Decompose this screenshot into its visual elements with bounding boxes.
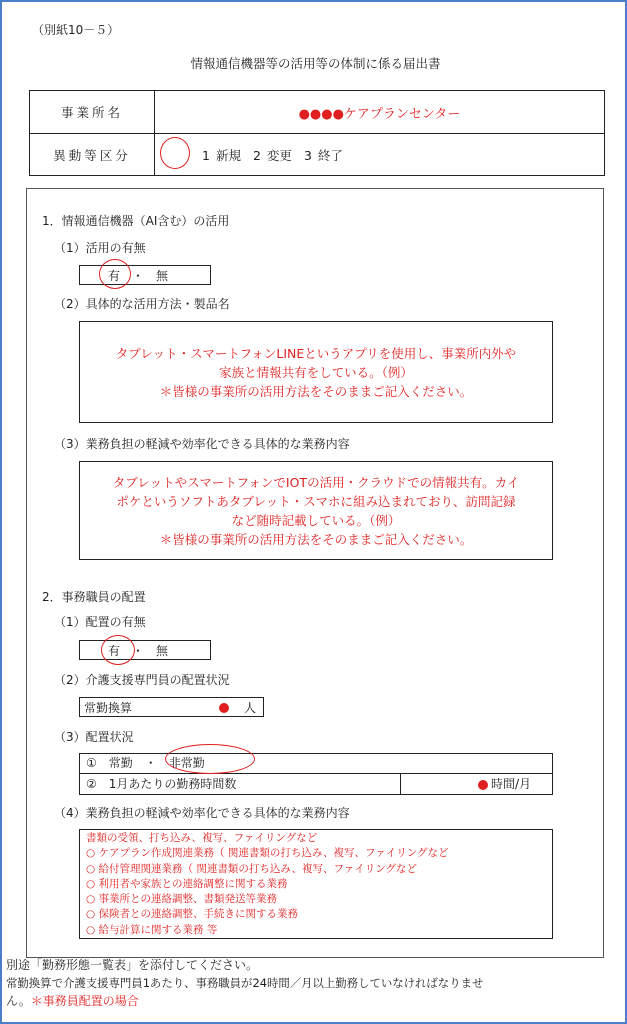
section2-heading: 2．事務職員の配置 (42, 590, 146, 604)
work-hours-unit: 時間/月 (491, 777, 532, 791)
task-item: ○ 事業所との連絡調整、書類発送等業務 (86, 893, 277, 906)
task-content-line: ポケというソフトあタブレット・スマホに組み込まれており、訪問記録 (116, 493, 516, 509)
task-item: ○ 給与計算に関する業務 等 (86, 923, 218, 936)
work-hours-row[interactable] (80, 774, 552, 794)
section2-q1: （1）配置の有無 (54, 615, 146, 629)
work-hours-label: ② 1月あたりの勤務時間数 (86, 777, 237, 791)
usage-method-box[interactable] (79, 321, 553, 423)
red-dot-icon (478, 780, 488, 790)
task-item: ○ 給付管理関連業務（ 関連書類の打ち込み、複写、ファイリングなど (86, 862, 418, 875)
task-content-line: など随時記載している。（例） (231, 512, 401, 528)
staff-placement-toggle[interactable] (79, 640, 211, 660)
placement-status-table (79, 753, 553, 795)
divider (400, 774, 401, 794)
office-row (30, 91, 604, 134)
task-content-line: ＊皆様の事業所の活用方法をそのままご記入ください。 (159, 531, 473, 547)
footer-note-2: 常勤換算で介護支援専門員1あたり、事務職員が24時間／月以上勤務していなければなりませ (6, 976, 484, 990)
office-name[interactable]: ●●●●ケアプランセンター (298, 106, 461, 122)
change-options (202, 134, 349, 176)
section1-q1: （1）活用の有無 (54, 241, 146, 255)
staff-placement-toggle-text: 有 ・ 無 (108, 644, 169, 658)
option-change[interactable]: 変更 (266, 148, 292, 163)
option-2-number[interactable]: 2 (252, 147, 261, 163)
task-item: ○ ケアプラン作成関連業務（ 関連書類の打ち込み、複写、ファイリングなど (86, 847, 449, 860)
option-end[interactable]: 終了 (317, 148, 343, 163)
usage-method-line: 家族と情報共有をしている。（例） (219, 364, 413, 380)
employment-type-row[interactable] (80, 754, 552, 774)
option-new[interactable]: 新規 (215, 148, 241, 163)
footer-note-3-remark: ＊事務員配置の場合 (30, 994, 139, 1008)
footer-note-3 (6, 993, 139, 1009)
office-label: 事業所名 (30, 91, 155, 133)
task-item: ○ 保険者との連絡調整、手続きに関する業務 (86, 908, 298, 921)
change-row (30, 134, 604, 176)
section1-heading: 1．情報通信機器（AI含む）の活用 (42, 214, 230, 228)
clerical-tasks-box[interactable] (79, 829, 553, 939)
task-content-line: タブレットやスマートフォンでIOTの活用・クラウドでの情報共有。カイ (112, 474, 520, 490)
selection-circle-mark (99, 259, 131, 289)
option-1-number[interactable]: 1 (202, 147, 210, 163)
staff-count-label: 常勤換算 (84, 701, 133, 715)
employment-type-text: ① 常勤 ・ 非常勤 (86, 756, 205, 770)
staff-count-field[interactable] (79, 697, 264, 717)
footer-note-3-prefix: ん。 (6, 994, 31, 1008)
header-table (29, 90, 605, 176)
usage-method-line: タブレット・スマートフォンLINEというアプリを使用し、事業所内外や (115, 345, 517, 361)
option-3-number[interactable]: 3 (303, 147, 312, 163)
section2-q4: （4）業務負担の軽減や効率化できる具体的な業務内容 (54, 806, 350, 820)
task-item: ○ 利用者や家族との連絡調整に関する業務 (86, 877, 288, 890)
task-content-box[interactable] (79, 461, 553, 560)
section2-q2: （2）介護支援専門員の配置状況 (54, 673, 230, 687)
change-label: 異動等区分 (30, 134, 155, 176)
section1-q3: （3）業務負担の軽減や効率化できる具体的な業務内容 (54, 437, 350, 451)
form-number: （別紙10－５） (32, 23, 120, 37)
red-dot-icon (219, 703, 229, 713)
section2-q3: （3）配置状況 (54, 730, 134, 744)
page-title: 情報通信機器等の活用等の体制に係る届出書 (190, 56, 441, 71)
usage-method-line: ＊皆様の事業所の活用方法をそのままご記入ください。 (159, 383, 473, 399)
usage-toggle-text: 有 ・ 無 (108, 269, 169, 283)
selection-circle-mark (165, 744, 255, 774)
staff-count-unit: 人 (244, 701, 257, 715)
selection-circle-mark (160, 137, 190, 169)
selection-circle-mark (101, 635, 135, 665)
task-item: 書類の受領、打ち込み、複写、ファイリングなど (86, 832, 318, 844)
section1-q2: （2）具体的な活用方法・製品名 (54, 297, 230, 311)
footer-note-1: 別途「勤務形態一覧表」を添付してください。 (6, 958, 259, 972)
